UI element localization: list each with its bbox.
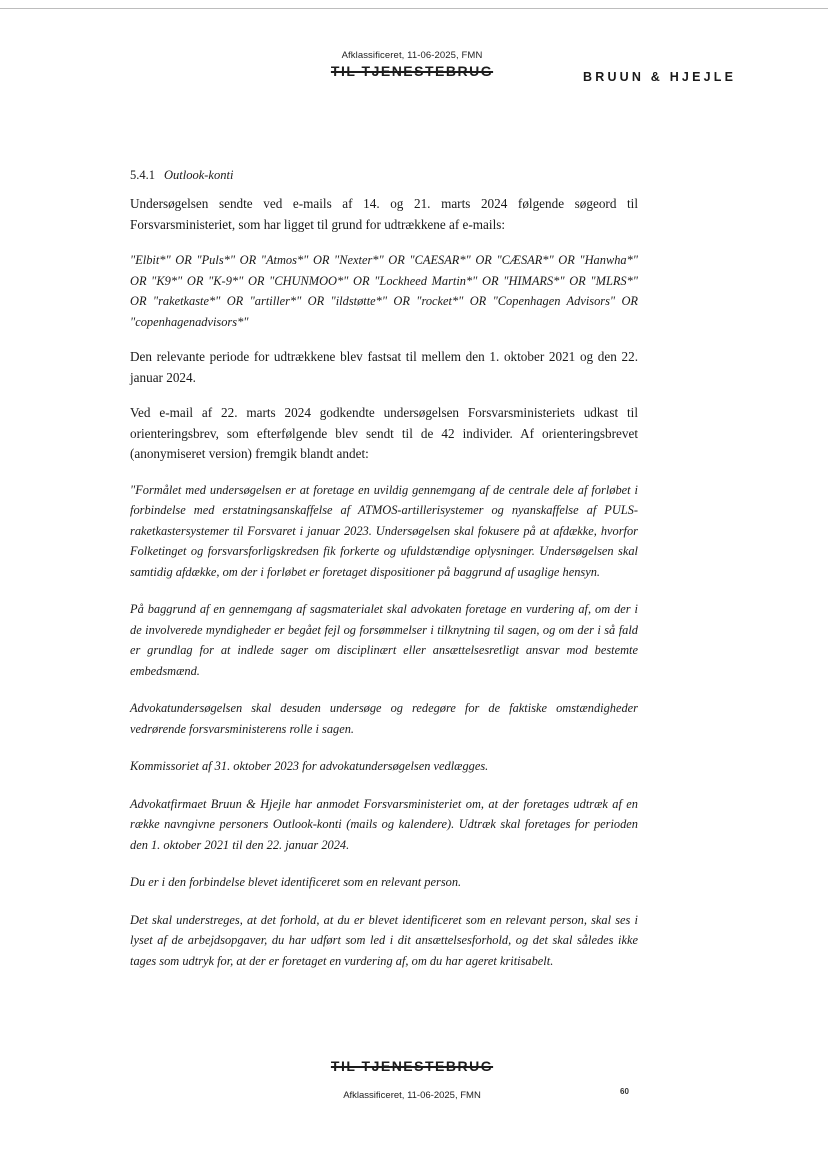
quote-identified: Du er i den forbindelse blevet identificeret som en relevant person. bbox=[130, 875, 462, 889]
scan-edge-line bbox=[0, 8, 828, 9]
header-declassified-note: Afklassificeret, 11-06-2025, FMN bbox=[341, 50, 483, 61]
section-title: Outlook-konti bbox=[164, 168, 234, 182]
paragraph-orientation-letter: Ved e-mail af 22. marts 2024 godkendte undersøgelsen Forsvarsministeriets udkast til orienteringsbrev, som efterfølgende blev sendt til de 42 individer. Af orienteringsbrevet (anonymiseret version) fremgik blandt andet: bbox=[130, 405, 638, 461]
quote-assessment: På baggrund af en gennemgang af sagsmaterialet skal advokaten foretage en vurdering af, om der i de involverede myndigheder er begået fejl og forsømmelser i tilknytning til sagen, og om der i så fald er grundlag for at indlede sager om disciplinært eller ansættelsesretligt ansvar mod bestemte embedsmænd. bbox=[130, 602, 638, 678]
section-number: 5.4.1 bbox=[130, 168, 155, 182]
footer-stamp bbox=[282, 1056, 542, 1101]
header-stamp bbox=[302, 50, 522, 79]
footer-classification: TIL TJENESTEBRUG bbox=[330, 1058, 494, 1074]
page-number: 60 bbox=[620, 1087, 629, 1096]
quote-purpose: "Formålet med undersøgelsen er at foretage en uvildig gennemgang af de centrale dele af forløbet i forbindelse med erstatningsanskaffelse af ATMOS-artillerisystemer og nyanskaffelse af PULS-raketkastersystemer til Forsvaret i januar 2023. Undersøgelsen skal fokusere på at afdække, hvorfor Folketinget og forsvarsforligskredsen fik forkerte og ufuldstændige oplysninger. Undersøgelsen skal samtidig afdække, om der i forløbet er foretaget dispositioner på baggrund af usaglige hensyn. bbox=[130, 482, 638, 579]
quote-extraction: Advokatfirmaet Bruun & Hjejle har anmodet Forsvarsministeriet om, at der foretages udtræk af en række navngivne personers Outlook-konti (mails og kalendere). Udtræk skal foretages for perioden den 1. oktober 2021 til den 22. januar 2024. bbox=[130, 796, 638, 852]
paragraph-period: Den relevante periode for udtrækkene blev fastsat til mellem den 1. oktober 2021 og den 22. januar 2024. bbox=[130, 349, 638, 385]
search-terms: "Elbit*" OR "Puls*" OR "Atmos*" OR "Nexter*" OR "CAESAR*" OR "CÆSAR*" OR "Hanwha*" OR "K9*" OR "K-9*" OR "CHUNMOO*" OR "Lockheed Martin*" OR "HIMARS*" OR "MLRS*" OR "raketkaste*" OR "artiller*" OR "ildstøtte*" OR "rocket*" OR "Copenhagen Advisors" OR "copenhagenadvisors*" bbox=[130, 253, 638, 329]
quote-minister-role: Advokatundersøgelsen skal desuden undersøge og redegøre for de faktiske omstændigheder vedrørende forsvarsministerens rolle i sagen. bbox=[130, 701, 638, 736]
section-heading bbox=[130, 168, 638, 183]
brand-logo-text: BRUUN & HJEJLE bbox=[583, 70, 737, 84]
document-body bbox=[130, 168, 638, 971]
footer-declassified-note: Afklassificeret, 11-06-2025, FMN bbox=[343, 1090, 481, 1101]
header-classification: TIL TJENESTEBRUG bbox=[330, 63, 494, 79]
paragraph-intro: Undersøgelsen sendte ved e-mails af 14. og 21. marts 2024 følgende søgeord til Forsvarsministeriet, som har ligget til grund for udtrækkene af e-mails: bbox=[130, 196, 638, 232]
quote-disclaimer: Det skal understreges, at det forhold, at du er blevet identificeret som en relevant person, skal ses i lyset af de arbejdsopgaver, du har udført som led i dit ansættelsesforhold, og det skal således ikke tages som udtryk for, at der er foretaget en vurdering af, om du har ageret kritisabelt. bbox=[130, 912, 638, 968]
quote-mandate: Kommissoriet af 31. oktober 2023 for advokatundersøgelsen vedlægges. bbox=[130, 759, 489, 773]
